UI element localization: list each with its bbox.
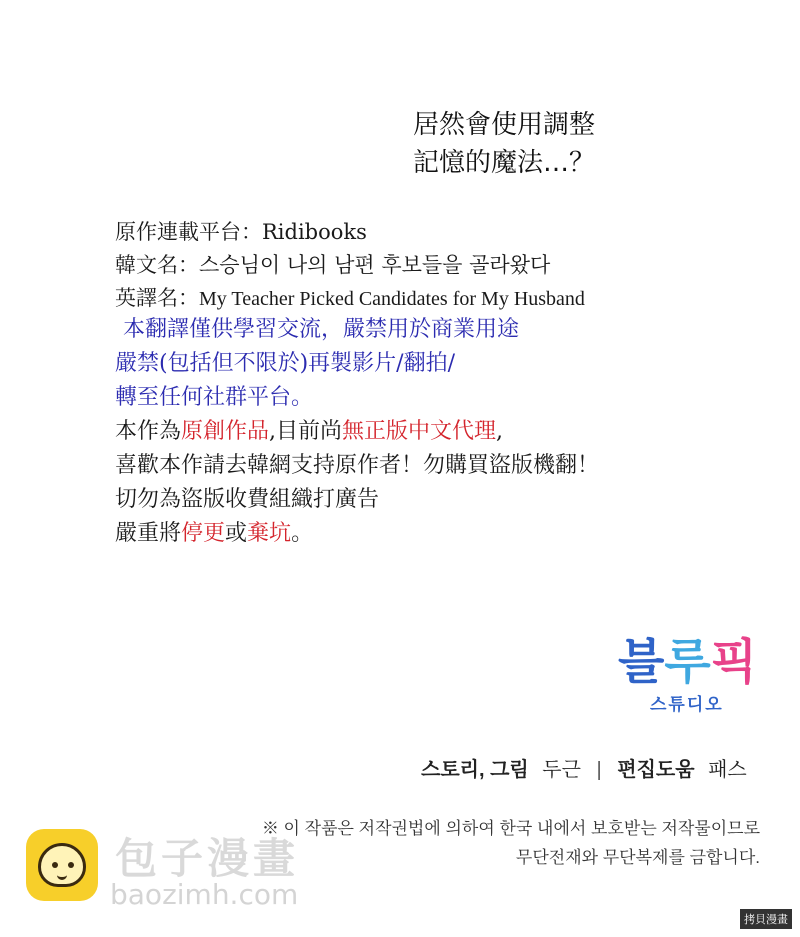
notice-line-3: 轉至任何社群平台。 — [115, 385, 314, 410]
notice-line-7 — [115, 517, 599, 551]
notice-highlight: 原創作品 — [181, 419, 270, 444]
original-platform: 原作連載平台：Ridibooks — [115, 220, 367, 244]
staff-credits — [421, 753, 747, 782]
notice-text: 嚴重將 — [115, 521, 182, 546]
logo-char: 루 — [664, 634, 711, 690]
notice-line-6: 切勿為盜版收費組織打廣告 — [115, 487, 380, 512]
english-title-row — [115, 282, 585, 316]
copyright-line-1: ※ 이 작품은 저작권법에 의하여 한국 내에서 보호받는 저작물이므로 — [261, 819, 760, 838]
notice-highlight: 無正版中文代理 — [342, 419, 497, 444]
notice-line-5: 喜歡本作請去韓網支持原作者！勿購買盜版機翻！ — [115, 453, 600, 478]
speech-line-1: 居然會使用調整 — [413, 110, 596, 140]
translation-notice — [115, 313, 599, 551]
notice-line-4 — [115, 415, 599, 449]
edit-name: 패스 — [708, 759, 747, 781]
copyright-line-2: 무단전재와 무단복제를 금합니다. — [515, 848, 760, 867]
story-label: 스토리, 그림 — [421, 759, 529, 781]
english-title: My Teacher Picked Candidates for My Husband — [199, 288, 585, 310]
copyright-notice — [262, 814, 760, 872]
studio-logo — [618, 632, 758, 722]
english-title-label: 英譯名： — [115, 286, 199, 310]
edit-label: 편집도움 — [617, 759, 695, 781]
studio-logo-wordmark — [618, 632, 758, 692]
logo-char: 픽 — [710, 634, 758, 690]
korean-title: 韓文名：스승님이 나의 남편 후보들을 골라왔다 — [115, 253, 551, 277]
notice-line-2: 嚴禁(包括但不限於)再製影片/翻拍/ — [115, 351, 455, 376]
notice-text: 。 — [291, 521, 314, 546]
notice-text: , — [496, 419, 504, 444]
credits-block — [115, 216, 585, 316]
notice-text: 或 — [225, 521, 248, 546]
watermark-title: 包子漫畫 — [115, 834, 300, 883]
notice-highlight: 停更 — [181, 521, 226, 546]
logo-char: 블 — [618, 634, 665, 690]
corner-badge: 拷貝漫畫 — [740, 909, 792, 929]
watermark-url: baozimh.com — [110, 878, 299, 911]
speech-line-2: 記憶的魔法…？ — [413, 148, 596, 178]
baozi-bun-icon — [26, 829, 98, 901]
notice-text: ,目前尚 — [269, 419, 343, 444]
staff-separator: | — [596, 759, 602, 781]
speech-text — [413, 106, 595, 182]
story-name: 두근 — [542, 759, 581, 781]
studio-logo-sub: 스튜디오 — [650, 695, 724, 715]
notice-text: 本作為 — [115, 419, 182, 444]
notice-line-1: 本翻譯僅供學習交流，嚴禁用於商業用途 — [123, 317, 520, 342]
notice-highlight: 棄坑 — [247, 521, 292, 546]
